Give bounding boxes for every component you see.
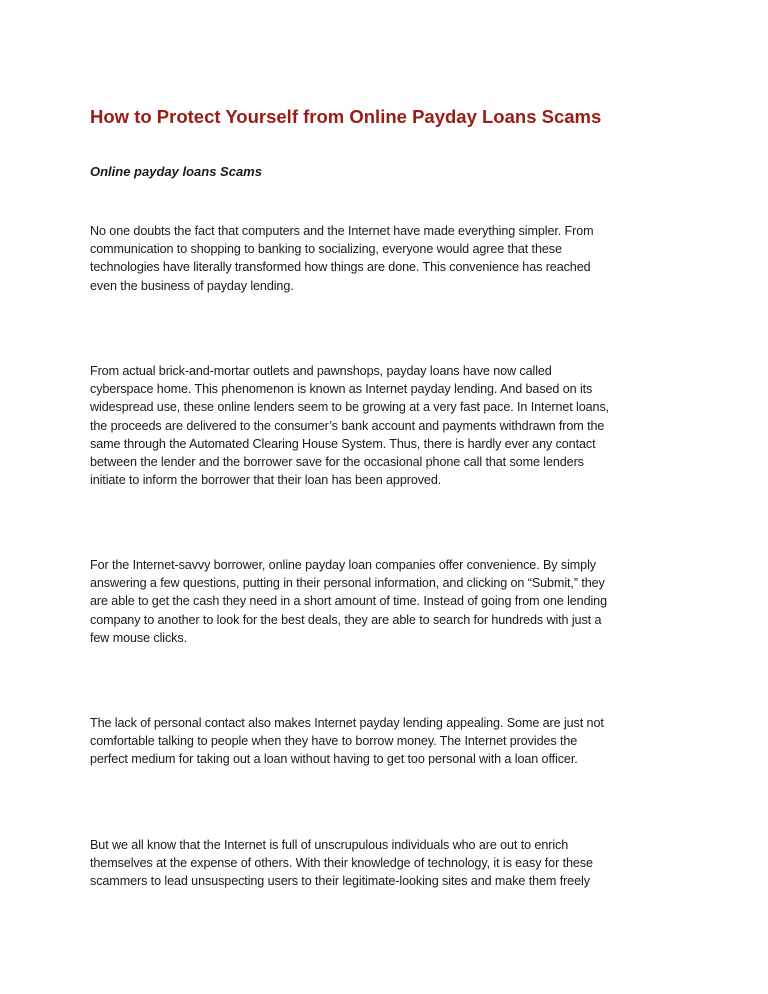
paragraph-line: are able to get the cash they need in a short amount of time. Instead of going from one lending bbox=[90, 594, 607, 609]
paragraph-line: between the lender and the borrower save for the occasional phone call that some lenders bbox=[90, 455, 584, 470]
paragraph-1 bbox=[90, 222, 690, 295]
paragraph-4 bbox=[90, 714, 690, 769]
paragraph-line: same through the Automated Clearing House System. Thus, there is hardly ever any contact bbox=[90, 436, 596, 451]
paragraph-line: No one doubts the fact that computers and the Internet have made everything simpler. From bbox=[90, 224, 594, 238]
paragraph-line: The lack of personal contact also makes Internet payday lending appealing. Some are just not bbox=[90, 716, 604, 730]
paragraph-line: comfortable talking to people when they have to borrow money. The Internet provides the bbox=[90, 734, 578, 749]
paragraph-3 bbox=[90, 556, 690, 647]
paragraph-line: perfect medium for taking out a loan without having to get too personal with a loan officer. bbox=[90, 752, 578, 767]
paragraph-line: widespread use, these online lenders seem to be growing at a very fast pace. In Internet loans, bbox=[90, 400, 610, 415]
paragraph-line: themselves at the expense of others. With their knowledge of technology, it is easy for these bbox=[90, 856, 593, 871]
paragraph-line: the proceeds are delivered to the consumer’s bank account and payments withdrawn from the bbox=[90, 418, 605, 433]
paragraph-line: For the Internet-savvy borrower, online payday loan companies offer convenience. By simply bbox=[90, 558, 596, 572]
document-page bbox=[90, 0, 690, 994]
paragraph-line: company to another to look for the best deals, they are able to search for hundreds with just a bbox=[90, 612, 602, 627]
document-subtitle: Online payday loans Scams bbox=[90, 164, 262, 179]
paragraph-line: answering a few questions, putting in their personal information, and clicking on “Submit,” they bbox=[90, 576, 605, 591]
paragraph-line: But we all know that the Internet is full of unscrupulous individuals who are out to enrich bbox=[90, 838, 569, 852]
paragraph-line: initiate to inform the borrower that their loan has been approved. bbox=[90, 473, 442, 488]
paragraph-line: few mouse clicks. bbox=[90, 630, 187, 645]
paragraph-line: cyberspace home. This phenomenon is known as Internet payday lending. And based on its bbox=[90, 382, 593, 397]
paragraph-5 bbox=[90, 836, 690, 891]
paragraph-line: technologies have literally transformed how things are done. This convenience has reached bbox=[90, 260, 591, 275]
document-title: How to Protect Yourself from Online Payday Loans Scams bbox=[90, 106, 602, 127]
paragraph-line: scammers to lead unsuspecting users to their legitimate-looking sites and make them freely bbox=[90, 874, 590, 889]
paragraph-line: communication to shopping to banking to socializing, everyone would agree that these bbox=[90, 242, 562, 257]
paragraph-line: even the business of payday lending. bbox=[90, 278, 294, 293]
paragraph-line: From actual brick-and-mortar outlets and pawnshops, payday loans have now called bbox=[90, 364, 552, 378]
paragraph-2 bbox=[90, 362, 690, 489]
